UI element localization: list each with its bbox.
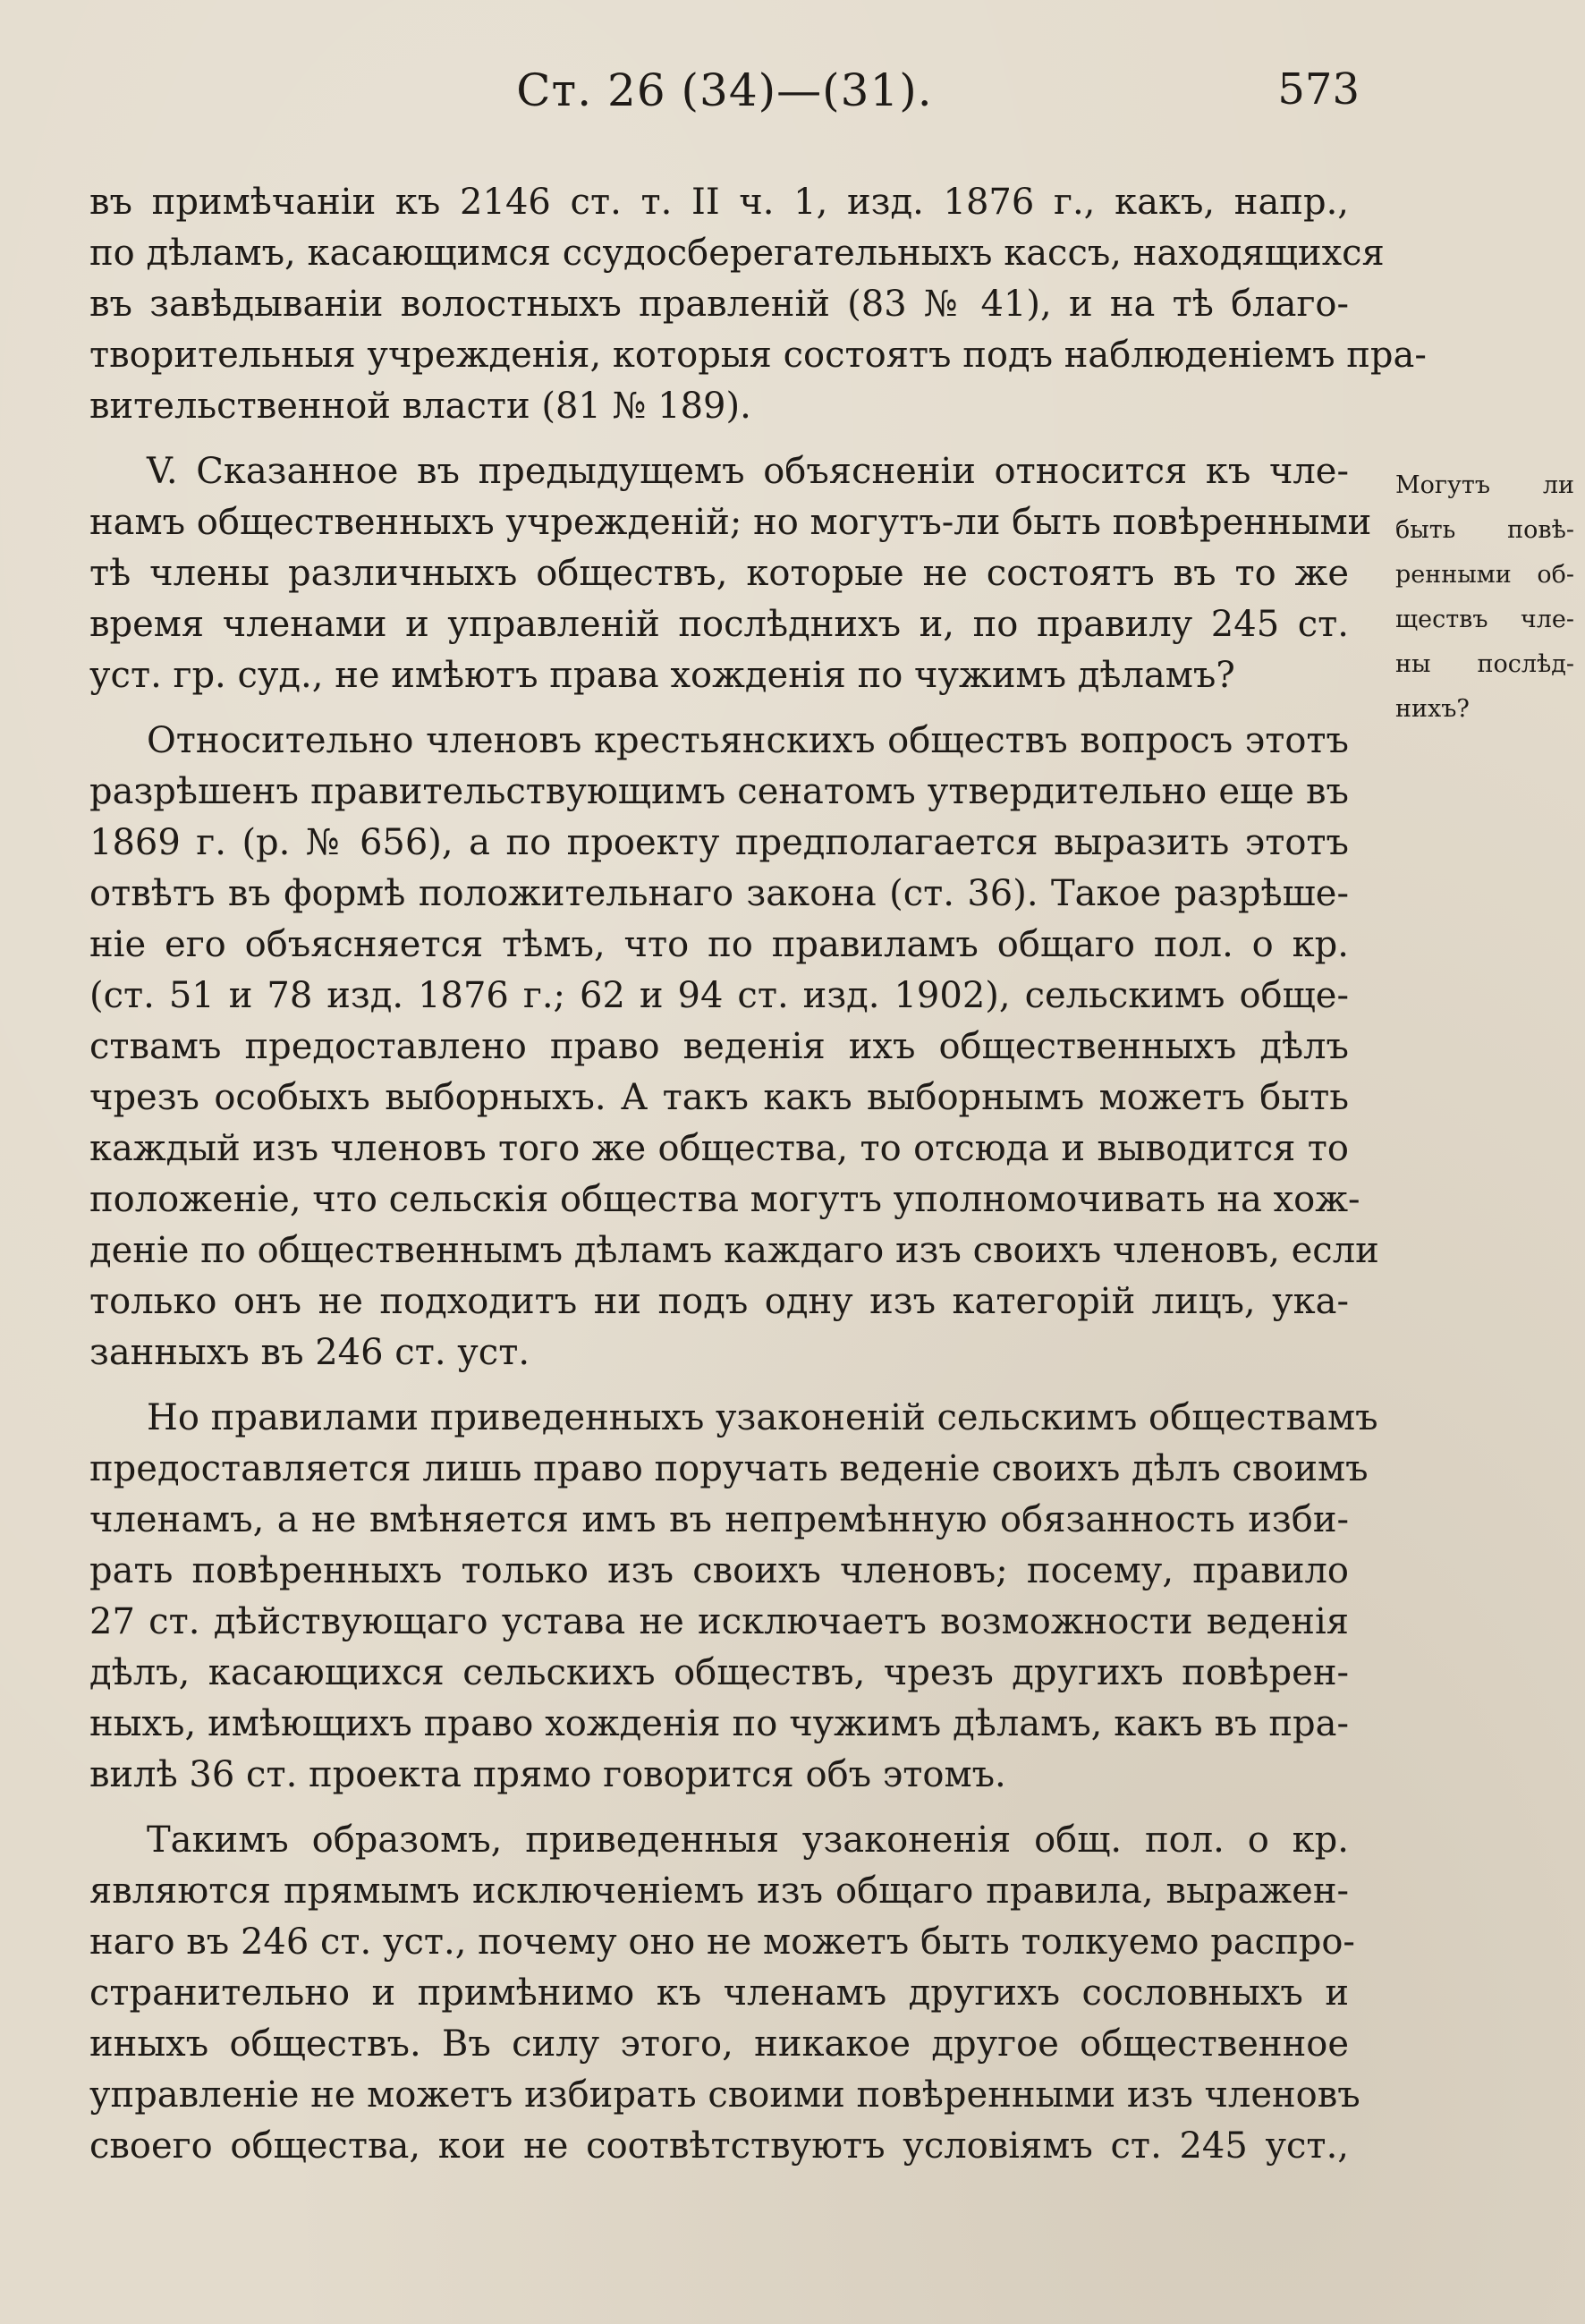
text-line: по дѣламъ, касающимся ссудосберегательныхъ кассъ, находящихся <box>89 233 1385 274</box>
text-line: положеніе, что сельскія общества могутъ уполномочивать на хож- <box>89 1179 1360 1220</box>
text-line: творительныя учрежденія, которыя состоятъ подъ наблюденіемъ пра- <box>89 335 1427 376</box>
text-line: въ завѣдываніи волостныхъ правленій (83 № 41), и на тѣ благо- <box>89 284 1349 325</box>
text-line: намъ общественныхъ учрежденій; но могутъ-ли быть повѣренными <box>89 502 1372 543</box>
paragraph-1 <box>89 177 1427 432</box>
paragraph-5 <box>89 1815 1360 2172</box>
text-line: тѣ члены различныхъ обществъ, которые не состоятъ въ то же <box>89 553 1349 594</box>
text-line: рать повѣренныхъ только изъ своихъ членовъ; посему, правило <box>89 1550 1349 1591</box>
margin-note <box>1395 463 1574 732</box>
text-line: Такимъ образомъ, приведенныя узаконенія общ. пол. о кр. <box>147 1819 1349 1861</box>
text-line: Относительно членовъ крестьянскихъ обществъ вопросъ этотъ <box>147 720 1349 761</box>
text-line: дѣлъ, касающихся сельскихъ обществъ, чрезъ другихъ повѣрен- <box>89 1652 1349 1693</box>
text-line: ніе его объясняется тѣмъ, что по правиламъ общаго пол. о кр. <box>89 924 1349 965</box>
running-title: Ст. 26 (34)—(31). <box>516 64 933 116</box>
text-line: отвѣтъ въ формѣ положительнаго закона (ст. 36). Такое разрѣше- <box>89 873 1349 914</box>
text-line: иныхъ обществъ. Въ силу этого, никакое другое общественное <box>89 2023 1349 2065</box>
text-line: уст. гр. суд., не имѣютъ права хожденія по чужимъ дѣламъ? <box>89 655 1235 696</box>
page-number: 573 <box>1277 64 1360 115</box>
margin-note-line: ренными об- <box>1395 561 1574 589</box>
text-line: членамъ, а не вмѣняется имъ въ непремѣнную обязанность изби- <box>89 1499 1349 1540</box>
text-line: странительно и примѣнимо къ членамъ другихъ сословныхъ и <box>89 1972 1349 2014</box>
text-line: занныхъ въ 246 ст. уст. <box>89 1332 530 1373</box>
text-line: являются прямымъ исключеніемъ изъ общаго правила, выражен- <box>89 1870 1349 1912</box>
text-line: 1869 г. (р. № 656), а по проекту предполагается выразить этотъ <box>89 822 1349 863</box>
text-line: V. Сказанное въ предыдущемъ объясненіи относится къ чле- <box>147 451 1349 492</box>
margin-note-line: ществъ чле- <box>1395 606 1574 633</box>
text-line: своего общества, кои не соотвѣтствуютъ условіямъ ст. 245 уст., <box>89 2125 1349 2167</box>
margin-note-line: нихъ? <box>1395 695 1470 723</box>
text-line: 27 ст. дѣйствующаго устава не исключаетъ возможности веденія <box>89 1601 1349 1642</box>
paragraph-4 <box>89 1393 1378 1801</box>
text-line: разрѣшенъ правительствующимъ сенатомъ утвердительно еще въ <box>89 771 1349 812</box>
text-line: вилѣ 36 ст. проекта прямо говорится объ этомъ. <box>89 1754 1006 1795</box>
main-text <box>89 177 1427 2172</box>
text-line: вительственной власти (81 № 189). <box>89 386 751 427</box>
margin-note-line: Могутъ ли <box>1395 471 1574 499</box>
text-line: Но правилами приведенныхъ узаконеній сельскимъ обществамъ <box>147 1397 1378 1438</box>
text-line: наго въ 246 ст. уст., почему оно не можетъ быть толкуемо распро- <box>89 1921 1355 1963</box>
page-header <box>89 64 1360 127</box>
text-line: чрезъ особыхъ выборныхъ. А такъ какъ выборнымъ можетъ быть <box>89 1077 1349 1118</box>
text-line: управленіе не можетъ избирать своими повѣренными изъ членовъ <box>89 2074 1360 2116</box>
text-line: въ примѣчаніи къ 2146 ст. т. II ч. 1, изд. 1876 г., какъ, напр., <box>89 182 1349 223</box>
text-line: ствамъ предоставлено право веденія ихъ общественныхъ дѣлъ <box>89 1026 1349 1067</box>
margin-note-line: быть повѣ- <box>1395 516 1574 544</box>
paragraph-3 <box>89 716 1379 1378</box>
text-line: (ст. 51 и 78 изд. 1876 г.; 62 и 94 ст. изд. 1902), сельскимъ обще- <box>89 975 1349 1016</box>
text-line: только онъ не подходитъ ни подъ одну изъ категорій лицъ, ука- <box>89 1281 1349 1322</box>
margin-note-line: ны послѣд- <box>1395 650 1574 678</box>
text-line: предоставляется лишь право поручать веденіе своихъ дѣлъ своимъ <box>89 1448 1369 1489</box>
text-line: каждый изъ членовъ того же общества, то отсюда и выводится то <box>89 1128 1349 1169</box>
text-line: время членами и управленій послѣднихъ и, по правилу 245 ст. <box>89 604 1349 645</box>
text-line: ныхъ, имѣющихъ право хожденія по чужимъ дѣламъ, какъ въ пра- <box>89 1703 1349 1744</box>
paragraph-2 <box>89 446 1372 701</box>
text-line: деніе по общественнымъ дѣламъ каждаго изъ своихъ членовъ, если <box>89 1230 1379 1271</box>
